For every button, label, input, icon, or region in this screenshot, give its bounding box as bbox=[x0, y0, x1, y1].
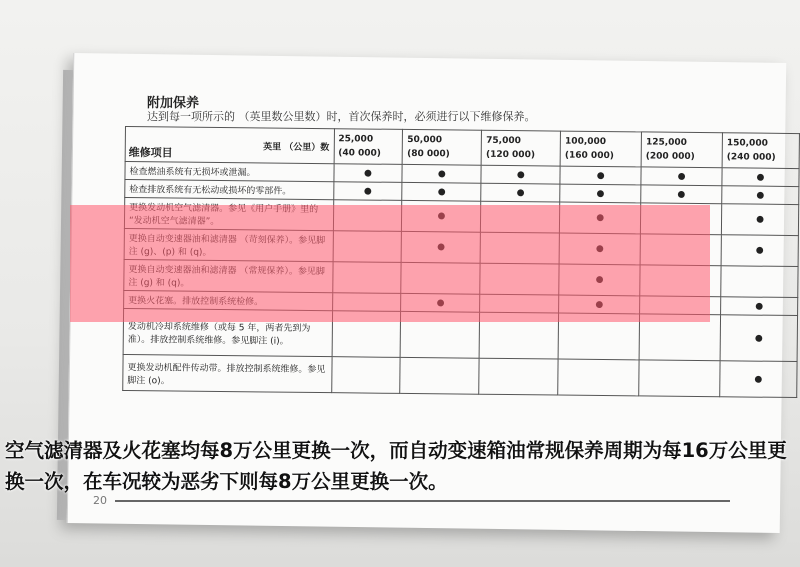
maintenance-item: 更换发动机配件传动带。排放控制系统维修。参见脚注 (o)。 bbox=[123, 354, 332, 392]
service-dot: ● bbox=[560, 184, 641, 203]
service-dot: ● bbox=[720, 361, 797, 398]
mileage-column-header bbox=[334, 129, 403, 165]
mileage-header bbox=[125, 127, 334, 164]
mileage-miles: 150,000 bbox=[726, 138, 768, 149]
mileage-km: (40 000) bbox=[338, 148, 381, 159]
service-dot: ● bbox=[721, 297, 798, 316]
section-description: 达到每一项所示的 （英里数公里数）时，首次保养时，必须进行以下维修保养。 bbox=[147, 110, 536, 123]
table-row bbox=[123, 354, 797, 397]
maintenance-item: 发动机冷却系统维修（或每 5 年，两者先到为准）。排放控制系统维修。参见脚注 (i)。 bbox=[123, 308, 332, 356]
empty-cell bbox=[639, 360, 720, 397]
mileage-header-label: 英里 （公里）数 bbox=[263, 141, 330, 153]
maintenance-item: 检查燃油系统有无损坏或泄漏。 bbox=[125, 162, 334, 182]
mileage-km: (240 000) bbox=[726, 152, 776, 163]
service-dot: ● bbox=[481, 183, 560, 202]
service-dot: ● bbox=[402, 182, 481, 201]
service-dot: ● bbox=[720, 315, 797, 362]
service-dot: ● bbox=[721, 235, 798, 267]
empty-cell bbox=[400, 357, 479, 394]
mileage-column-header bbox=[403, 129, 482, 165]
mileage-miles: 25,000 bbox=[338, 134, 374, 145]
mileage-column-header bbox=[481, 130, 560, 166]
service-dot: ● bbox=[333, 164, 402, 183]
caption-text: 空气滤清器及火花塞均每8万公里更换一次，而自动变速箱油常规保养周期为每16万公里更换一次，在车况较为恶劣下则每8万公里更换一次。 bbox=[5, 439, 787, 493]
empty-cell bbox=[558, 359, 639, 396]
service-dot: ● bbox=[722, 186, 799, 205]
mileage-km: (160 000) bbox=[564, 150, 614, 162]
service-dot: ● bbox=[402, 164, 481, 183]
service-dot: ● bbox=[641, 167, 722, 186]
service-dot: ● bbox=[333, 182, 402, 201]
mileage-miles: 100,000 bbox=[565, 136, 607, 148]
mileage-miles: 125,000 bbox=[645, 137, 688, 148]
mileage-column-header bbox=[641, 132, 722, 168]
service-dot: ● bbox=[560, 166, 641, 185]
section-title: 附加保养 bbox=[147, 96, 200, 111]
mileage-km: (80 000) bbox=[407, 148, 450, 160]
highlight-overlay bbox=[70, 205, 710, 322]
caption-underline bbox=[115, 500, 730, 502]
mileage-column-header bbox=[560, 131, 641, 167]
mileage-km: (120 000) bbox=[485, 149, 536, 161]
maintenance-item: 检查排放系统有无松动或损坏的零部件。 bbox=[125, 180, 334, 200]
page-number: 20 bbox=[93, 494, 107, 507]
mileage-miles: 50,000 bbox=[407, 134, 443, 146]
mileage-km: (200 000) bbox=[645, 151, 695, 162]
mileage-miles: 75,000 bbox=[486, 135, 521, 147]
service-dot: ● bbox=[722, 168, 799, 187]
empty-cell bbox=[479, 358, 558, 395]
mileage-column-header bbox=[722, 133, 799, 169]
empty-cell bbox=[721, 266, 798, 298]
empty-cell bbox=[331, 357, 400, 394]
service-dot: ● bbox=[641, 185, 722, 204]
service-dot: ● bbox=[721, 204, 798, 236]
item-header-label: 维修项目 bbox=[128, 146, 173, 160]
service-dot: ● bbox=[481, 165, 560, 184]
